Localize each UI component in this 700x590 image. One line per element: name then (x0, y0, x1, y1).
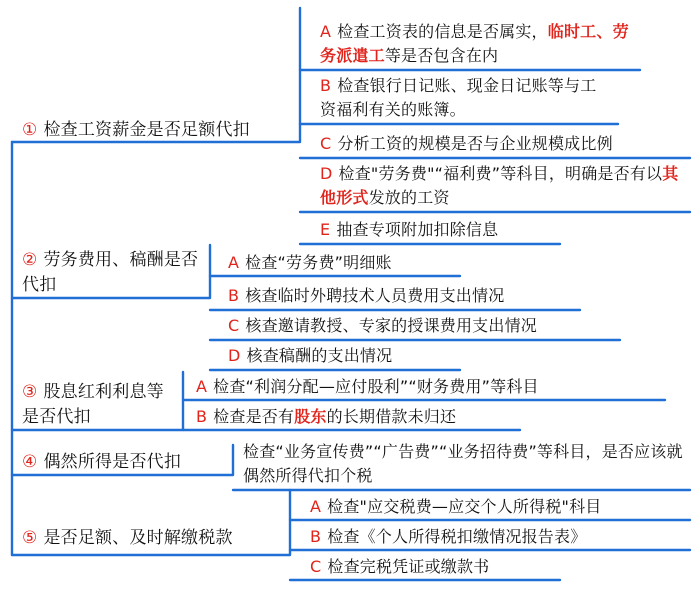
item-text: 检查“利润分配—应付股利”“财务费用”等科目 (213, 377, 539, 396)
item-letter: B (196, 407, 208, 426)
s5-item-b (310, 525, 586, 549)
item-letter: B (310, 527, 322, 546)
item-text: 核查临时外聘技术人员费用支出情况 (245, 286, 505, 305)
item-text: 检查银行日记账、现金日记账等与工资福利有关的账簿。 (320, 76, 597, 119)
s4-item (243, 440, 688, 488)
s3-item-a (196, 375, 539, 399)
s5-item-a (310, 495, 601, 519)
s2-item-a (228, 251, 392, 275)
item-letter: C (228, 316, 240, 335)
item-highlight: 股东 (294, 407, 327, 426)
item-letter: C (310, 557, 322, 576)
s1-item-a (320, 20, 640, 68)
s2-item-b (228, 284, 504, 308)
item-text: 检查"劳务费"“福利费”等科目，明确是否有以 (338, 164, 663, 183)
s3-item-b (196, 405, 456, 429)
section-number: ③ (22, 382, 38, 402)
item-text-2: 等是否包含在内 (384, 46, 499, 65)
item-text: 检查"应交税费—应交个人所得税"科目 (327, 497, 602, 516)
item-letter: B (320, 76, 332, 95)
section-1-title (22, 118, 250, 143)
section-title-text: 劳务费用、稿酬是否代扣 (22, 250, 199, 295)
item-letter: E (320, 220, 331, 239)
item-text: 抽查专项附加扣除信息 (336, 220, 499, 239)
section-number: ② (22, 250, 38, 270)
item-letter: A (310, 497, 322, 516)
s1-item-b (320, 74, 610, 122)
item-text: 检查“业务宣传费”“广告费”“业务招待费”等科目，是否应该就偶然所得代扣个税 (243, 442, 683, 485)
section-5-title (22, 526, 233, 551)
section-number: ④ (22, 452, 38, 472)
s1-item-d (320, 162, 680, 210)
s1-item-c (320, 132, 613, 156)
s1-item-e (320, 218, 498, 242)
item-text: 检查完税凭证或缴款书 (327, 557, 490, 576)
item-letter: A (196, 377, 208, 396)
item-letter: D (228, 346, 241, 365)
item-text: 分析工资的规模是否与企业规模成比例 (337, 134, 613, 153)
section-2-title (22, 248, 202, 298)
item-text-2: 的长期借款未归还 (326, 407, 457, 426)
section-3-title (22, 380, 180, 430)
section-title-text: 检查工资薪金是否足额代扣 (43, 120, 250, 140)
item-text: 检查《个人所得税扣缴情况报告表》 (327, 527, 587, 546)
item-highlight: 临时工、劳务派遣工 (320, 22, 629, 65)
s2-item-c (228, 314, 537, 338)
item-letter: C (320, 134, 332, 153)
item-letter: B (228, 286, 240, 305)
item-text: 核查邀请教授、专家的授课费用支出情况 (245, 316, 537, 335)
item-text: 检查“劳务费”明细账 (245, 253, 392, 272)
s2-item-d (228, 344, 392, 368)
item-text-2: 发放的工资 (368, 188, 450, 207)
section-title-text: 是否足额、及时解缴税款 (43, 528, 233, 548)
item-text: 检查工资表的信息是否属实， (337, 22, 548, 41)
item-letter: A (228, 253, 240, 272)
item-text: 检查是否有 (213, 407, 295, 426)
s5-item-c (310, 555, 489, 579)
item-highlight: 其他形式 (320, 164, 679, 207)
section-title-text: 偶然所得是否代扣 (43, 452, 182, 472)
section-number: ⑤ (22, 528, 38, 548)
item-letter: D (320, 164, 333, 183)
section-title-text: 股息红利利息等是否代扣 (22, 382, 164, 427)
item-letter: A (320, 22, 332, 41)
item-text: 核查稿酬的支出情况 (246, 346, 393, 365)
section-4-title (22, 450, 181, 475)
section-number: ① (22, 120, 38, 140)
